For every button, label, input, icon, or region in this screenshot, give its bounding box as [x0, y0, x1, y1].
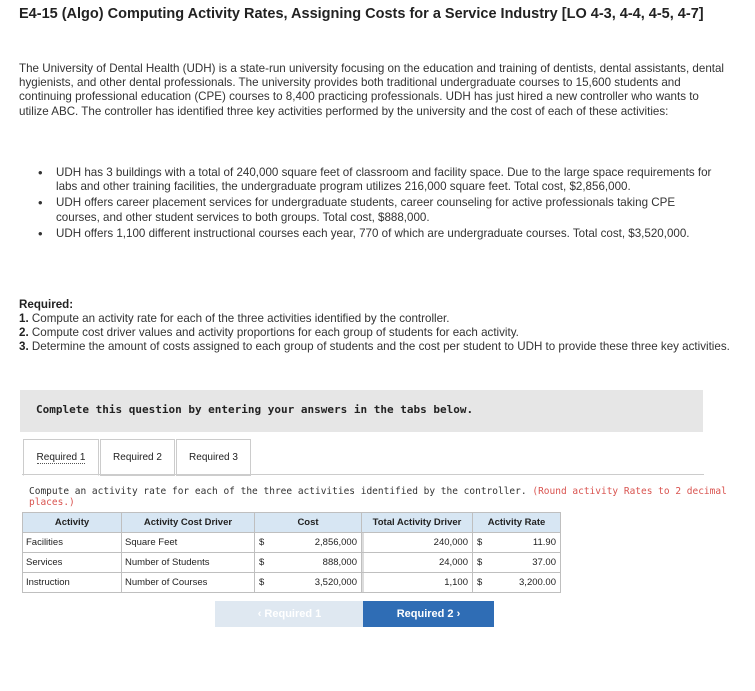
tab-panel-border	[22, 474, 704, 475]
col-cost: Cost	[255, 513, 362, 533]
total-driver-input[interactable]: 24,000	[362, 553, 472, 572]
table-row: Services Number of Students $ 888,000 24,000 $ 37.00	[23, 553, 561, 573]
next-required-button[interactable]: Required 2 ›	[363, 601, 494, 627]
col-driver: Activity Cost Driver	[122, 513, 255, 533]
activity-bullet: • UDH offers 1,100 different instructional courses each year, 770 of which are undergraduate courses. Total cost, $3,520,000.	[38, 227, 718, 241]
driver-cell: Square Feet	[125, 537, 178, 548]
total-driver-input[interactable]: 240,000	[362, 533, 472, 552]
total-driver-input[interactable]: 1,100	[362, 573, 472, 592]
activity-rate-input[interactable]: $ 3,200.00	[477, 577, 556, 588]
cost-cell: 3,520,000	[314, 577, 357, 588]
driver-cell: Number of Courses	[125, 577, 208, 588]
activity-rate-input[interactable]: $ 37.00	[477, 557, 556, 568]
activity-cell: Facilities	[26, 537, 63, 548]
col-activity-rate: Activity Rate	[473, 513, 561, 533]
cost-cell: 2,856,000	[314, 537, 357, 548]
rounding-note: (Round activity Rates to 2 decimal places.)	[29, 486, 727, 508]
table-row: Facilities Square Feet $ 2,856,000 240,000 $ 11.90	[23, 533, 561, 553]
instruction-banner: Complete this question by entering your answers in the tabs below.	[20, 390, 703, 432]
col-total-driver: Total Activity Driver	[362, 513, 473, 533]
required-heading: Required:	[19, 298, 74, 311]
activity-cell: Services	[26, 557, 63, 568]
col-activity: Activity	[23, 513, 122, 533]
question-title: E4-15 (Algo) Computing Activity Rates, Assigning Costs for a Service Industry [LO 4-3, 4-4, 4-5, 4-7]	[19, 6, 704, 22]
table-header-row	[23, 513, 561, 533]
activity-cell: Instruction	[26, 577, 70, 588]
required-item: 2. Compute cost driver values and activity proportions for each group of students for each activity.	[19, 326, 519, 340]
tab-required-2[interactable]: Required 2	[100, 439, 175, 476]
intro-paragraph: The University of Dental Health (UDH) is a state-run university focusing on the education and training of dentists, dental assistants, dental hygienists, and other dental professionals. The university provides both traditional undergraduate courses to 15,600 students and continuing professional education (CPE) courses to 8,400 practicing professionals. UDH has just hired a new controller who wants to utilize ABC. The controller has identified three key activities performed by the university and the cost of each of these activities:	[19, 62, 725, 118]
cost-cell: 888,000	[322, 557, 357, 568]
driver-cell: Number of Students	[125, 557, 210, 568]
tab-required-3[interactable]: Required 3	[176, 439, 251, 476]
activity-bullet: • UDH offers career placement services for undergraduate students, career counseling for active professionals taking CPE courses, and other student services to both groups. Total cost, $888,000.	[38, 196, 718, 224]
prev-required-button[interactable]: ‹ Required 1	[215, 601, 364, 627]
tab-instruction: Compute an activity rate for each of the three activities identified by the controller. (Round activity Rates to 2 decimal places.)	[29, 486, 727, 508]
required-item: 1. Compute an activity rate for each of the three activities identified by the controller.	[19, 312, 450, 325]
activity-rate-table	[22, 512, 561, 593]
activity-list	[38, 166, 718, 243]
activity-bullet: • UDH has 3 buildings with a total of 240,000 square feet of classroom and facility space. Due to the large space requirements for labs and other training facilities, the undergraduate program utilizes 216,000 square feet. Total cost, $2,856,000.	[38, 166, 718, 194]
required-item: 3. Determine the amount of costs assigned to each group of students and the cost per student to UDH to provide these three key activities.	[19, 340, 730, 354]
activity-rate-input[interactable]: $ 11.90	[477, 537, 556, 548]
table-row: Instruction Number of Courses $ 3,520,000 1,100 $ 3,200.00	[23, 573, 561, 593]
tab-required-1[interactable]: Required 1	[23, 439, 99, 476]
required-list	[19, 312, 731, 355]
